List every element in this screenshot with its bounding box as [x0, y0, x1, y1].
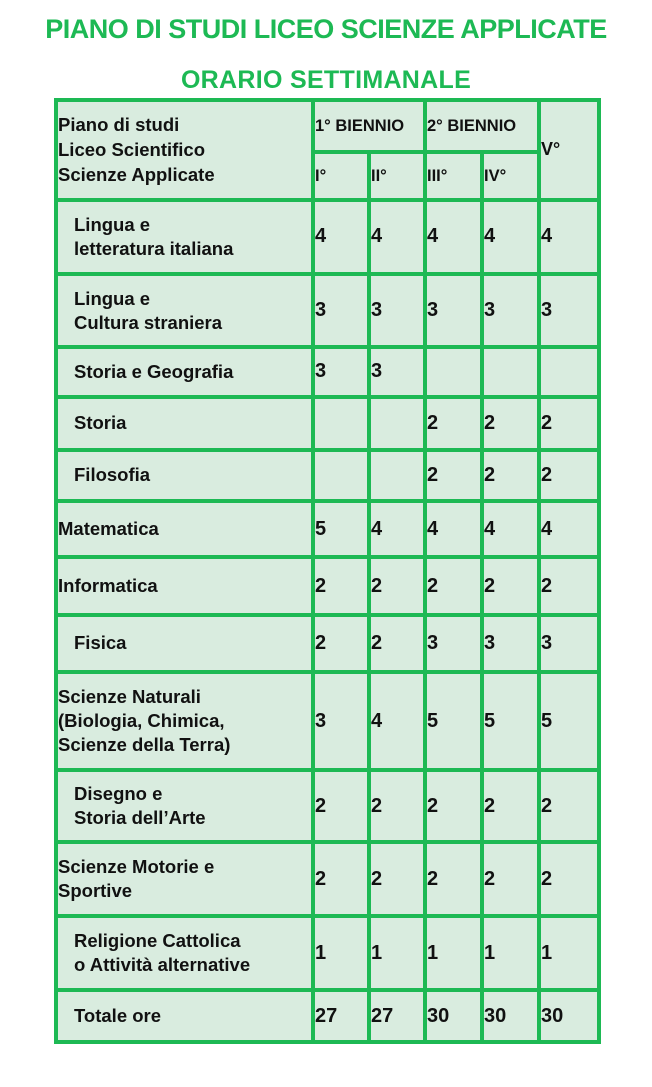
total-hours-cell: 30: [482, 990, 539, 1042]
hours-cell: 3: [539, 274, 599, 347]
subject-line: Matematica: [58, 518, 159, 540]
hours-cell: [313, 450, 369, 501]
table-row: [56, 397, 599, 449]
subject-line: Sportive: [58, 880, 133, 902]
hours-cell: 2: [369, 557, 425, 614]
hours-cell: 5: [313, 501, 369, 557]
table-row: [56, 672, 599, 770]
subject-line: Storia e Geografia: [74, 360, 234, 382]
plan-header-line: Piano di studi: [58, 114, 180, 136]
hours-cell: 3: [482, 274, 539, 347]
subject-cell: [56, 990, 313, 1042]
subject-line: Cultura straniera: [74, 311, 223, 333]
subject-cell: [56, 347, 313, 397]
subject-cell: [56, 557, 313, 614]
subject-line: Scienze Naturali: [58, 686, 201, 708]
subject-cell: [56, 672, 313, 770]
header-biennio-1: 1° BIENNIO: [313, 100, 425, 152]
subject-cell: [56, 842, 313, 916]
table-row: [56, 557, 599, 614]
hours-cell: 2: [369, 615, 425, 672]
hours-cell: 2: [313, 557, 369, 614]
hours-cell: 4: [539, 501, 599, 557]
hours-cell: 2: [539, 770, 599, 843]
subject-line: Storia dell’Arte: [74, 807, 206, 829]
hours-cell: [313, 397, 369, 449]
subject-cell: [56, 397, 313, 449]
total-row: [56, 990, 599, 1042]
hours-cell: 4: [313, 200, 369, 275]
subject-cell: [56, 770, 313, 843]
header-year-2: II°: [369, 152, 425, 199]
hours-cell: 2: [539, 842, 599, 916]
total-hours-cell: 27: [313, 990, 369, 1042]
hours-cell: 2: [482, 770, 539, 843]
subject-line: Fisica: [74, 632, 127, 654]
table-row: [56, 200, 599, 275]
hours-cell: 1: [425, 916, 482, 991]
hours-cell: 3: [313, 274, 369, 347]
page-title: PIANO DI STUDI LICEO SCIENZE APPLICATE: [45, 14, 607, 44]
table-row: [56, 274, 599, 347]
plan-header-line: Liceo Scientifico: [58, 139, 206, 161]
hours-cell: 1: [369, 916, 425, 991]
table-row: [56, 615, 599, 672]
hours-cell: 3: [313, 672, 369, 770]
hours-cell: 3: [369, 347, 425, 397]
total-hours-cell: 27: [369, 990, 425, 1042]
plan-header-label: [56, 100, 313, 200]
hours-cell: [425, 347, 482, 397]
hours-cell: 4: [482, 501, 539, 557]
subject-line: Lingua e: [74, 213, 151, 235]
subject-line: o Attività alternative: [74, 954, 251, 976]
subject-cell: [56, 450, 313, 501]
hours-cell: 1: [313, 916, 369, 991]
hours-cell: 2: [539, 450, 599, 501]
subject-line: Informatica: [58, 575, 158, 597]
hours-cell: 2: [425, 770, 482, 843]
hours-cell: 2: [482, 842, 539, 916]
hours-cell: 2: [369, 770, 425, 843]
total-label: Totale ore: [74, 1005, 162, 1027]
hours-cell: 2: [482, 450, 539, 501]
page-subtitle: ORARIO SETTIMANALE: [180, 66, 472, 94]
hours-cell: 2: [313, 842, 369, 916]
subject-line: Scienze Motorie e: [58, 856, 215, 878]
hours-cell: 4: [425, 200, 482, 275]
table-row: [56, 770, 599, 843]
study-plan-table: [54, 98, 601, 1044]
hours-cell: 2: [425, 397, 482, 449]
hours-cell: 2: [313, 615, 369, 672]
hours-cell: 5: [425, 672, 482, 770]
hours-cell: 2: [425, 842, 482, 916]
hours-cell: 3: [482, 615, 539, 672]
hours-cell: 4: [369, 501, 425, 557]
subject-cell: [56, 501, 313, 557]
hours-cell: 2: [425, 450, 482, 501]
hours-cell: 3: [539, 615, 599, 672]
table-row: [56, 501, 599, 557]
total-hours-cell: 30: [425, 990, 482, 1042]
subject-line: letteratura italiana: [74, 237, 234, 259]
subject-line: Disegno e: [74, 783, 163, 805]
subject-cell: [56, 615, 313, 672]
subject-line: Filosofia: [74, 464, 151, 486]
table-row: [56, 450, 599, 501]
hours-cell: 2: [539, 397, 599, 449]
hours-cell: 3: [369, 274, 425, 347]
hours-cell: 4: [539, 200, 599, 275]
hours-cell: 4: [369, 200, 425, 275]
hours-cell: 5: [482, 672, 539, 770]
hours-cell: 2: [369, 842, 425, 916]
header-year-4: IV°: [482, 152, 539, 199]
table-row: [56, 842, 599, 916]
hours-cell: 5: [539, 672, 599, 770]
subject-line: (Biologia, Chimica,: [58, 710, 225, 732]
hours-cell: 4: [482, 200, 539, 275]
total-hours-cell: 30: [539, 990, 599, 1042]
hours-cell: 2: [482, 397, 539, 449]
subject-line: Storia: [74, 412, 127, 434]
header-quinto: V°: [539, 100, 599, 200]
subject-line: Religione Cattolica: [74, 930, 241, 952]
hours-cell: 2: [313, 770, 369, 843]
hours-cell: 4: [425, 501, 482, 557]
hours-cell: [369, 450, 425, 501]
hours-cell: [539, 347, 599, 397]
header-year-3: III°: [425, 152, 482, 199]
plan-header-line: Scienze Applicate: [58, 164, 215, 186]
subject-cell: [56, 200, 313, 275]
hours-cell: 2: [539, 557, 599, 614]
table-row: [56, 347, 599, 397]
hours-cell: 4: [369, 672, 425, 770]
subject-cell: [56, 274, 313, 347]
hours-cell: 3: [313, 347, 369, 397]
header-year-1: I°: [313, 152, 369, 199]
table-row: [56, 916, 599, 991]
hours-cell: [482, 347, 539, 397]
subject-line: Scienze della Terra): [58, 734, 231, 756]
hours-cell: 1: [539, 916, 599, 991]
hours-cell: 2: [425, 557, 482, 614]
hours-cell: 3: [425, 274, 482, 347]
subject-line: Lingua e: [74, 287, 151, 309]
hours-cell: [369, 397, 425, 449]
subject-cell: [56, 916, 313, 991]
header-biennio-2: 2° BIENNIO: [425, 100, 539, 152]
hours-cell: 2: [482, 557, 539, 614]
hours-cell: 1: [482, 916, 539, 991]
hours-cell: 3: [425, 615, 482, 672]
